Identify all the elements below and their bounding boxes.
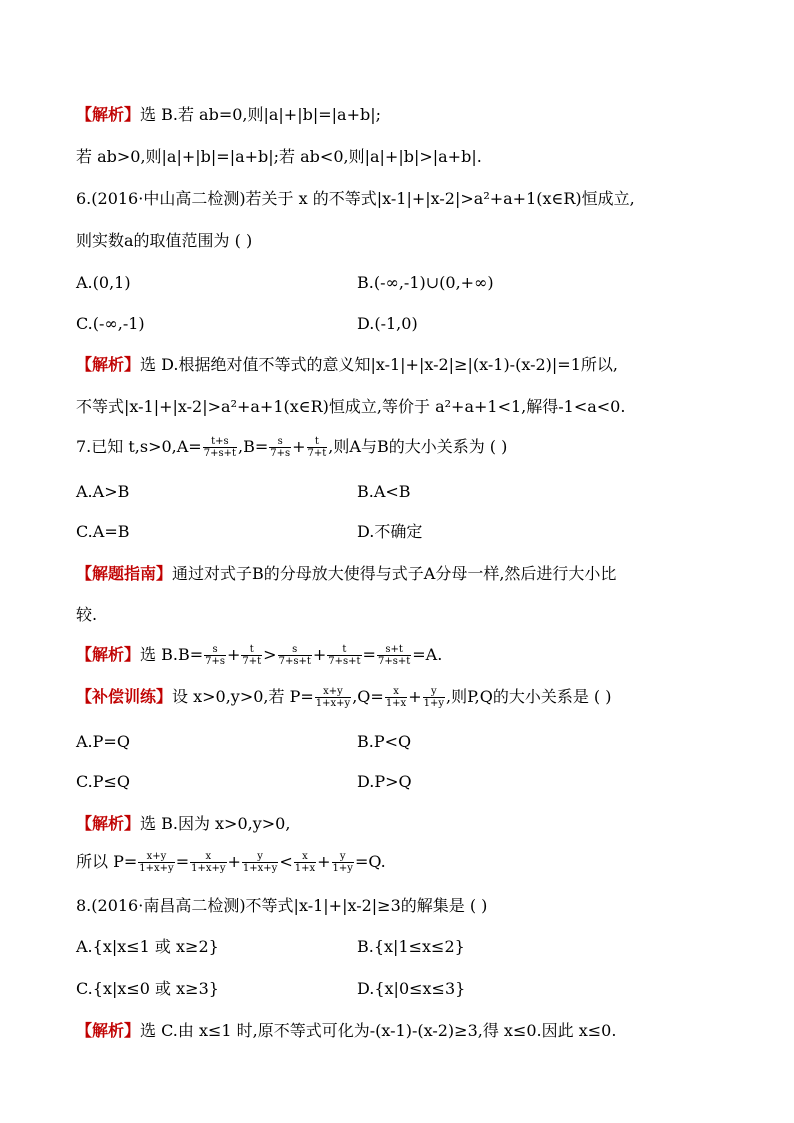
- fraction: [423, 686, 445, 709]
- solution-line: [76, 813, 290, 835]
- option-b: B.(-∞,-1)∪(0,+∞): [357, 273, 494, 292]
- denominator: 1+x+y: [139, 863, 174, 874]
- solution-line: [76, 104, 381, 126]
- denominator: 7+s: [205, 656, 225, 667]
- option-a: A.(0,1): [76, 273, 131, 292]
- denominator: 1+x+y: [242, 863, 278, 874]
- operator: +: [408, 687, 422, 706]
- numerator: s+t: [377, 644, 411, 656]
- solution-text: 若 ab>0,则|a|+|b|=|a+b|;若 ab<0,则|a|+|b|>|a+b|.: [76, 147, 482, 166]
- guide-line: 较.: [76, 605, 98, 624]
- numerator: x: [294, 851, 316, 863]
- fraction: [204, 644, 226, 667]
- denominator: 7+t: [242, 656, 262, 667]
- solution-line: [76, 1020, 616, 1042]
- operator: +: [227, 645, 241, 664]
- solution-text: 选 B.B=: [140, 645, 204, 664]
- numerator: t: [307, 436, 328, 448]
- solution-text: 选 D.根据绝对值不等式的意义知|x-1|+|x-2|≥|(x-1)-(x-2)|=1所以,: [140, 355, 618, 374]
- solution-text: =A.: [412, 645, 443, 664]
- option-b: B.A<B: [357, 482, 411, 501]
- denominator: 7+s+t: [377, 656, 411, 667]
- question-text: ,则A与B的大小关系为 ( ): [328, 437, 508, 456]
- question-text: 设 x>0,y>0,若 P=: [172, 687, 314, 706]
- numerator: y: [332, 851, 354, 863]
- solution-text: 选 C.由 x≤1 时,原不等式可化为-(x-1)-(x-2)≥3,得 x≤0.因此 x≤0.: [140, 1021, 617, 1040]
- solution-line: [76, 354, 618, 376]
- fraction: [242, 851, 278, 874]
- denominator: 1+x: [294, 863, 316, 874]
- option-c: C.(-∞,-1): [76, 314, 145, 333]
- solution-text: 选 B.因为 x>0,y>0,: [140, 814, 291, 833]
- denominator: 7+s+t: [328, 656, 361, 667]
- numerator: t: [241, 644, 262, 656]
- denominator: 1+y: [423, 698, 444, 709]
- numerator: t: [327, 644, 361, 656]
- operator: <: [279, 852, 293, 871]
- guide-text: 通过对式子B的分母放大使得与式子A分母一样,然后进行大小比: [172, 564, 617, 583]
- solution-7: [76, 644, 442, 667]
- question-text: ,则P,Q的大小关系是 ( ): [446, 687, 612, 706]
- question-7: [76, 436, 507, 459]
- fraction: [241, 644, 262, 667]
- solution-text: 选 B.若 ab=0,则|a|+|b|=|a+b|;: [140, 105, 382, 124]
- numerator: x+y: [315, 686, 351, 698]
- option-a: A.{x|x≤1 或 x≥2}: [76, 937, 219, 956]
- numerator: y: [242, 851, 278, 863]
- fraction: [138, 851, 174, 874]
- fraction: [190, 851, 226, 874]
- option-c: C.{x|x≤0 或 x≥3}: [76, 979, 219, 998]
- operator: +: [292, 437, 306, 456]
- fraction: [307, 436, 328, 459]
- question-6-line-1: 6.(2016·中山高二检测)若关于 x 的不等式|x-1|+|x-2|>a²+a+1(x∈R)恒成立,: [76, 189, 635, 208]
- numerator: y: [423, 686, 445, 698]
- solution-line: [76, 851, 386, 874]
- option-c: C.A=B: [76, 522, 130, 541]
- option-b: B.{x|1≤x≤2}: [357, 937, 465, 956]
- practice-question: [76, 686, 611, 709]
- question-text: ,B=: [238, 437, 269, 456]
- operator: +: [227, 852, 241, 871]
- fraction: [315, 686, 351, 709]
- fraction: [269, 436, 291, 459]
- option-d: D.P>Q: [357, 772, 412, 791]
- denominator: 1+x: [385, 698, 407, 709]
- option-c: C.P≤Q: [76, 772, 131, 791]
- guide-tag: 【解题指南】: [76, 564, 173, 583]
- solution-tag: 【解析】: [76, 105, 141, 124]
- guide-line: [76, 563, 616, 585]
- denominator: 7+s+t: [203, 448, 236, 459]
- solution-text: 所以 P=: [76, 852, 138, 871]
- practice-tag: 【补偿训练】: [76, 687, 173, 706]
- numerator: s: [269, 436, 291, 448]
- solution-line: 不等式|x-1|+|x-2|>a²+a+1(x∈R)恒成立,等价于 a²+a+1<1,解得-1<a<0.: [76, 397, 626, 416]
- solution-text: =Q.: [354, 852, 386, 871]
- question-text: 7.已知 t,s>0,A=: [76, 437, 202, 456]
- operator: =: [175, 852, 190, 871]
- question-8: 8.(2016·南昌高二检测)不等式|x-1|+|x-2|≥3的解集是 ( ): [76, 896, 488, 915]
- numerator: x: [385, 686, 407, 698]
- denominator: 1+x+y: [191, 863, 226, 874]
- numerator: s: [204, 644, 226, 656]
- numerator: s: [278, 644, 312, 656]
- fraction: [332, 851, 354, 874]
- solution-tag: 【解析】: [76, 814, 141, 833]
- numerator: t+s: [203, 436, 237, 448]
- operator: >: [263, 645, 277, 664]
- fraction: [203, 436, 237, 459]
- denominator: 7+s: [270, 448, 291, 459]
- denominator: 7+s+t: [278, 656, 311, 667]
- option-d: D.{x|0≤x≤3}: [357, 979, 466, 998]
- option-d: D.不确定: [357, 522, 423, 541]
- fraction: [385, 686, 407, 709]
- numerator: x+y: [138, 851, 174, 863]
- solution-tag: 【解析】: [76, 645, 141, 664]
- operator: =: [362, 645, 376, 664]
- denominator: 1+y: [332, 863, 353, 874]
- operator: +: [317, 852, 331, 871]
- solution-tag: 【解析】: [76, 355, 141, 374]
- option-d: D.(-1,0): [357, 314, 418, 333]
- question-6-line-2: 则实数a的取值范围为 ( ): [76, 231, 253, 250]
- fraction: [294, 851, 316, 874]
- fraction: [327, 644, 361, 667]
- option-b: B.P<Q: [357, 732, 412, 751]
- solution-tag: 【解析】: [76, 1021, 141, 1040]
- option-a: A.P=Q: [76, 732, 130, 751]
- fraction: [377, 644, 411, 667]
- denominator: 1+x+y: [315, 698, 351, 709]
- solution-line: [76, 146, 482, 168]
- question-text: ,Q=: [352, 687, 384, 706]
- numerator: x: [190, 851, 226, 863]
- fraction: [278, 644, 312, 667]
- denominator: 7+t: [307, 448, 327, 459]
- operator: +: [312, 645, 327, 664]
- option-a: A.A>B: [76, 482, 130, 501]
